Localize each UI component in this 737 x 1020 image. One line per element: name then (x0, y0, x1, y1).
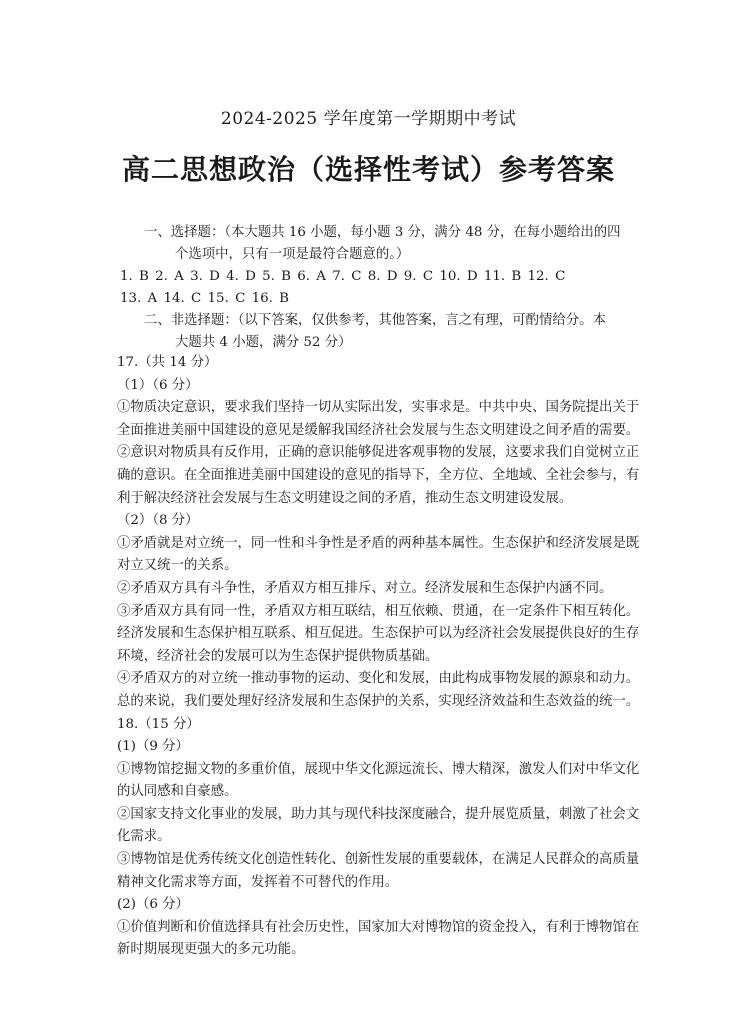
text-line: ②矛盾双方具有斗争性，矛盾双方相互排斥、对立。经济发展和生态保护内涵不同。 (117, 580, 613, 596)
text-line: 精神文化需求等方面，发挥着不可替代的作用。 (117, 874, 399, 890)
exam-subtitle: 2024-2025 学年度第一学期期中考试 (220, 109, 517, 129)
text-line: 经济发展和生态保护相互联系、相互促进。生态保护可以为经济社会发展提供良好的生存 (117, 626, 640, 642)
text-line: 环境，经济社会的发展可以为生态保护提供物质基础。 (117, 648, 439, 664)
text-line: （2）（8 分） (117, 513, 199, 529)
text-line: ②国家支持文化事业的发展，助力其与现代科技深度融合，提升展览质量，刺激了社会文 (117, 806, 640, 822)
text-line: (1)（9 分） (117, 739, 189, 755)
text-line: 的认同感和自豪感。 (117, 784, 238, 800)
text-line: 确的意识。在全面推进美丽中国建设的意见的指导下，全方位、全地域、全社会参与，有 (117, 467, 640, 483)
text-line: 利于解决经济社会发展与生态文明建设之间的矛盾，推动生态文明建设发展。 (117, 490, 573, 506)
text-line: ①矛盾就是对立统一，同一性和斗争性是矛盾的两种基本属性。生态保护和经济发展是既 (117, 535, 640, 551)
text-line: ③博物馆是优秀传统文化创造性转化、创新性发展的重要载体，在满足人民群众的高质量 (117, 852, 640, 868)
text-line: (2)（6 分） (117, 897, 189, 913)
page-title: 高二思想政治（选择性考试）参考答案 (121, 153, 615, 186)
section2-heading-cont: 大题共 4 小题，满分 52 分） (175, 335, 352, 350)
text-line: 18.（15 分） (117, 716, 200, 732)
answer-body (117, 352, 643, 962)
text-line: （1）（6 分） (117, 377, 199, 393)
section1-heading: 一、选择题：（本大题共 16 小题，每小题 3 分，满分 48 分，在每小题给出的四 (144, 225, 621, 240)
answers-line-2: 13. A 14. C 15. C 16. B (120, 291, 289, 306)
text-line: 总的来说，我们要处理好经济发展和生态保护的关系，实现经济效益和生态效益的统一。 (117, 693, 640, 709)
text-line: ①价值判断和价值选择具有社会历史性，国家加大对博物馆的资金投入，有利于博物馆在 (117, 919, 640, 935)
text-line: 全面推进美丽中国建设的意见是缓解我国经济社会发展与生态文明建设之间矛盾的需要。 (117, 422, 640, 438)
text-line: 化需求。 (117, 829, 171, 845)
text-line: ②意识对物质具有反作用，正确的意识能够促进客观事物的发展，这要求我们自觉树立正 (117, 445, 640, 461)
text-line: ④矛盾双方的对立统一推动事物的运动、变化和发展，由此构成事物发展的源泉和动力。 (117, 671, 640, 687)
answers-line-1: 1. B 2. A 3. D 4. D 5. B 6. A 7. C 8. D 9. C 10. D 11. B 12. C (120, 269, 566, 284)
choice-section (118, 222, 648, 354)
text-line: ③矛盾双方具有同一性，矛盾双方相互联结，相互依赖、贯通，在一定条件下相互转化。 (117, 603, 640, 619)
text-line: 17.（共 14 分） (117, 355, 218, 370)
section1-heading-cont: 个选项中，只有一项是最符合题意的。） (175, 247, 410, 262)
text-line: ①物质决定意识，要求我们坚持一切从实际出发，实事求是。中共中央、国务院提出关于 (117, 400, 640, 416)
text-line: 新时期展现更强大的多元功能。 (117, 942, 305, 958)
text-line: ①博物馆挖掘文物的多重价值，展现中华文化源远流长、博大精深，激发人们对中华文化 (117, 761, 640, 777)
text-line: 对立又统一的关系。 (117, 558, 238, 574)
section2-heading: 二、非选择题：（以下答案，仅供参考，其他答案，言之有理，可酌情给分。本 (144, 313, 606, 328)
